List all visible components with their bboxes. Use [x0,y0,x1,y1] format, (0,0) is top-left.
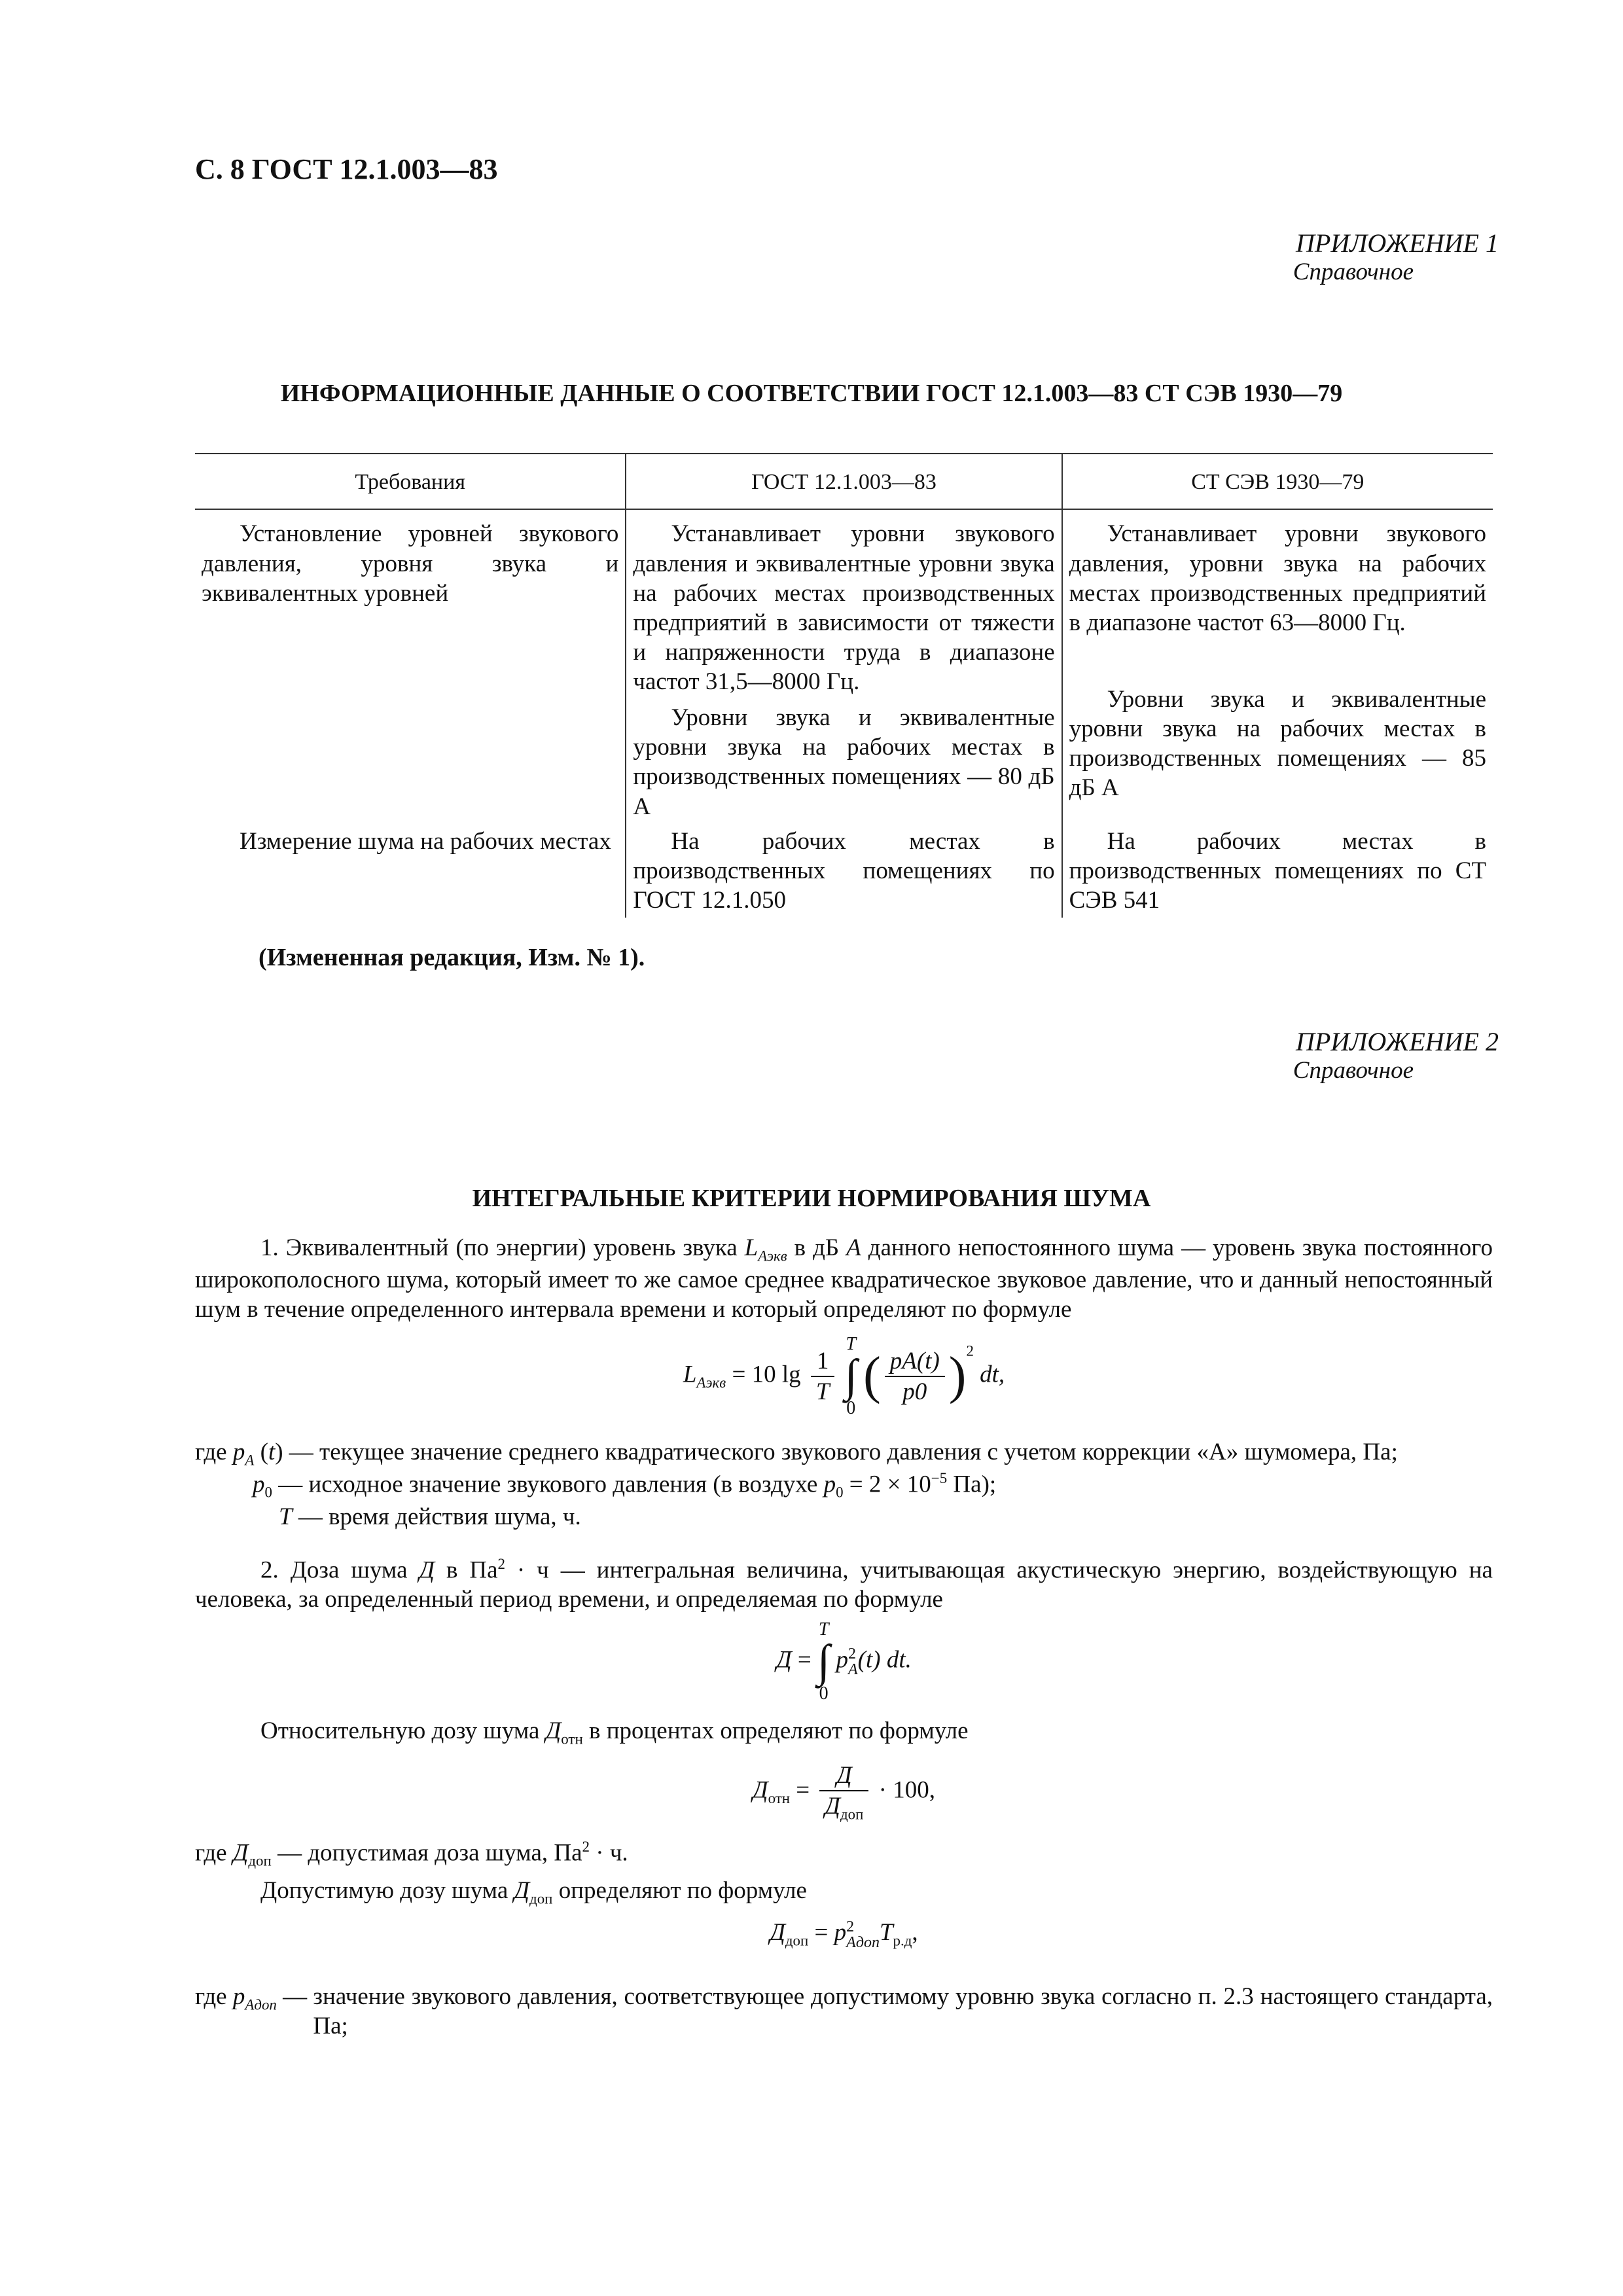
column-header: СТ СЭВ 1930—79 [1062,454,1493,509]
table-cell [195,509,626,821]
section-title-1: ИНФОРМАЦИОННЫЕ ДАННЫЕ О СООТВЕТСТВИИ ГОСТ 12.1.003—83 СТ СЭВ 1930—79 [280,380,1343,407]
section-title-2: ИНТЕГРАЛЬНЫЕ КРИТЕРИИ НОРМИРОВАНИЯ ШУМА [472,1185,1151,1212]
where-block-1 [195,1437,1493,1532]
cell-text: На рабочих местах в производственных помещениях по ГОСТ 12.1.050 [633,827,1055,914]
column-header: Требования [195,454,626,509]
appendix-1-title: ПРИЛОЖЕНИЕ 1 [1296,228,1499,258]
paragraph-3: Относительную дозу шума $Д_{отн}$ в процентах определяют по формуле [260,1717,969,1748]
appendix-2-label [1293,1028,1499,1084]
cell-text: Измерение шума на рабочих местах [240,827,611,855]
amendment-note: (Измененная редакция, Изм. № 1). [259,944,645,971]
definition-pa-dop: где $p_{Aдоп}$ — значение звукового давления, соответствующее допустимому уровню звука согласно п. 2.3 настоящего стандарта, Па; [195,1983,1493,2040]
paragraph-1: 1. Эквивалентный (по энергии) уровень звука $L_{Аэкв}$ в дБ А данного непостоянного шума — уровень звука постоянного широкополосного шума, который имеет то же самое среднее квадратическое звуковое давление, что и данный непостоянный шум в течение определенного интервала времени и который определяют по формуле [195,1234,1493,1323]
table-header-row [195,454,1493,509]
page-header: С. 8 ГОСТ 12.1.003—83 [195,153,498,185]
appendix-1-label [1293,229,1499,285]
cell-text: На рабочих местах в производственных помещениях по СТ СЭВ 541 [1069,827,1486,914]
cell-text: Уровни звука и эквивалентные уровни звука на рабочих местах в производственных помещениях — 85 дБ А [1069,685,1486,802]
table-cell [1062,509,1493,821]
comparison-table [195,453,1493,918]
cell-text: Уровни звука и эквивалентные уровни звука на рабочих местах в производственных помещениях — 80 дБ А [633,704,1055,820]
column-header: ГОСТ 12.1.003—83 [626,454,1061,509]
where-block-2: где $Д_{доп}$ — допустимая доза шума, $Па^2 \cdot ч$. [195,1839,628,1869]
table-row [195,821,1493,918]
appendix-1-kind: Справочное [1293,258,1414,285]
formula-equivalent-level: $L_{Aэкв} = 10$ lg $\frac{1}{T}$ T ∫ 0 ( $\frac{pA(t)}{p0}$ )$^2$ dt, [683,1334,1005,1418]
table-cell [195,821,626,918]
cell-text: Устанавливает уровни звукового давления и эквивалентные уровни звука на рабочих местах производственных предприятий в зависимости от тяжести и напряженности труда в диапазоне частот 31,5—8000 Гц. [633,520,1055,696]
appendix-2-title: ПРИЛОЖЕНИЕ 2 [1296,1027,1499,1056]
formula-noise-dose: Д = T ∫ 0 p 2 A (t) dt. [776,1619,912,1704]
appendix-2-kind: Справочное [1293,1056,1414,1084]
definition-pa: где $p_A$ (t) — текущее значение среднего квадратического звукового давления с учетом коррекции «А» шумомера, Па; [195,1439,1398,1469]
paragraph-4: Допустимую дозу шума $Д_{доп}$ определяют по формуле [260,1877,807,1907]
definition-T: T — время действия шума, ч. [279,1503,581,1531]
cell-text: Устанавливает уровни звукового давления, уровни звука на рабочих местах производственных предприятий в диапазоне частот 63—8000 Гц. [1069,520,1486,636]
table-cell [626,821,1061,918]
formula-permissible-dose: $Д_{доп} = p$ 2 Aдоп $T_{р.д}$, [770,1918,918,1951]
where-block-3 [195,1982,1493,2041]
paragraph-2: 2. Доза шума Д в $Па^2 \cdot ч$ — интегральная величина, учитывающая акустическую энергию, воздействующую на человека, за определенный период времени, и определяемая по формуле [195,1556,1493,1613]
table-cell [626,509,1061,821]
formula-relative-dose: $Д_{отн}$ = $\frac{Д}{Д_{доп}}$ · 100, [753,1762,935,1823]
table-cell [1062,821,1493,918]
definition-p0: $p_0$ — исходное значение звукового давления (в воздухе $p_0 = 2 \times 10^{-5}$ Па); [253,1470,997,1501]
cell-text: Установление уровней звукового давления, уровня звука и эквивалентных уровней [202,520,619,607]
table-row [195,509,1493,821]
